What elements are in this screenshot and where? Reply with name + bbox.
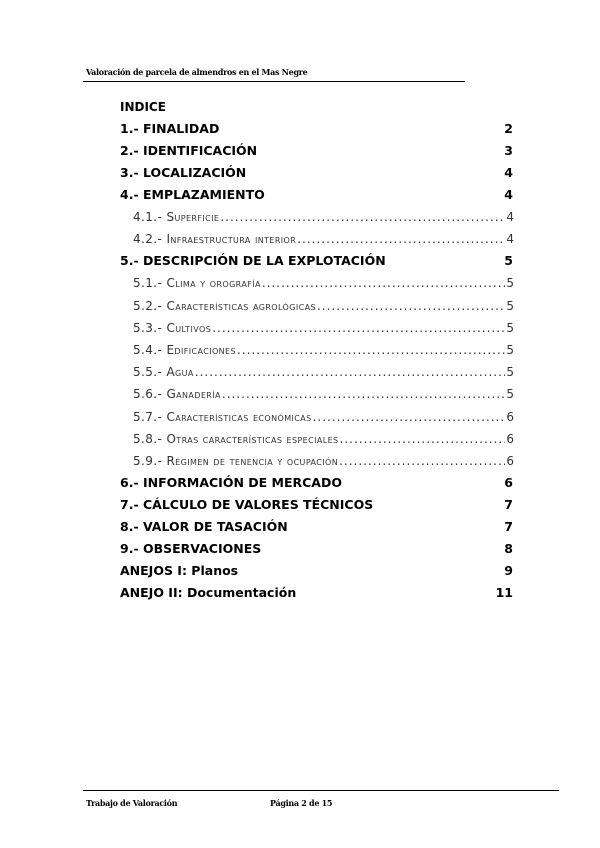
toc-entry-title: 5.- DESCRIPCIÓN DE LA EXPLOTACIÓN [120, 253, 386, 269]
toc-leader-dots [339, 450, 505, 472]
toc-subentry-cultivos[interactable] [120, 317, 514, 339]
toc-entry-page: 7 [504, 519, 513, 535]
toc-entry-mercado[interactable] [120, 472, 514, 494]
toc-leader-dots [340, 428, 506, 450]
toc-subentry-infraestructura[interactable] [120, 228, 514, 250]
toc-entry-page: 6 [506, 453, 514, 468]
toc-subentry-economicas[interactable] [120, 406, 514, 428]
toc-entry-page: 5 [506, 387, 514, 402]
toc-entry-page: 5 [504, 253, 513, 269]
footer-document-type: Trabajo de Valoración [86, 798, 178, 808]
toc-heading: INDICE [120, 100, 166, 114]
toc-entry-page: 6 [504, 475, 513, 491]
toc-entry-title: 5.4.- Edificaciones [133, 342, 236, 357]
toc-entry-page: 8 [504, 541, 513, 557]
toc-entry-page: 5 [506, 365, 514, 380]
toc-entry-page: 5 [506, 298, 514, 313]
toc-entry-page: 4 [506, 210, 514, 224]
toc-entry-finalidad[interactable] [120, 118, 514, 140]
footer-page-number: Página 2 de 15 [270, 798, 333, 808]
toc-leader-dots [222, 383, 505, 405]
toc-entry-title: 5.8.- Otras características especiales [133, 431, 339, 446]
toc-entry-title: 7.- CÁLCULO DE VALORES TÉCNICOS [120, 497, 374, 513]
toc-entry-title: 4.2.- Infraestructura interior [133, 232, 297, 247]
toc-entry-title: ANEJO II: Documentación [120, 585, 297, 601]
toc-entry-page: 9 [504, 563, 513, 579]
toc-subentry-agrologicas[interactable] [120, 295, 514, 317]
toc-entry-identificacion[interactable] [120, 140, 514, 162]
toc-leader-dots [195, 361, 506, 383]
toc-leader-dots [237, 339, 505, 361]
toc-entry-observaciones[interactable] [120, 538, 514, 560]
toc-entry-emplazamiento[interactable] [120, 184, 514, 206]
toc-entry-title: 5.7.- Características económicas [133, 409, 312, 424]
toc-entry-localizacion[interactable] [120, 162, 514, 184]
toc-entry-page: 6 [506, 431, 514, 446]
toc-entry-anejos-planos[interactable] [120, 560, 514, 582]
toc-entry-page: 4 [504, 165, 513, 180]
toc-entry-title: 5.9.- Régimen de tenencia y ocupación [133, 453, 339, 468]
toc-entry-tasacion[interactable] [120, 516, 514, 538]
toc-entry-title: 1.- FINALIDAD [120, 121, 220, 136]
toc-entry-page: 7 [504, 497, 513, 513]
toc-entry-anejo-documentacion[interactable] [120, 582, 514, 604]
toc-entry-descripcion[interactable] [120, 250, 514, 272]
toc-entry-title: 2.- IDENTIFICACIÓN [120, 143, 258, 158]
toc-entry-title: 5.5.- Agua [133, 365, 194, 380]
toc-entry-page: 2 [504, 121, 513, 136]
toc-entry-title: ANEJOS I: Planos [120, 563, 239, 579]
toc-entry-page: 5 [506, 320, 514, 335]
toc-entry-title: 8.- VALOR DE TASACIÓN [120, 519, 288, 535]
toc-leader-dots [262, 272, 506, 294]
toc-entry-page: 3 [504, 143, 513, 158]
header-rule [83, 81, 465, 82]
toc-subentry-clima[interactable] [120, 272, 514, 294]
toc-leader-dots [297, 228, 505, 250]
toc-entry-calculo[interactable] [120, 494, 514, 516]
toc-entry-title: 9.- OBSERVACIONES [120, 541, 262, 557]
toc-entry-title: 4.1.- Superficie [133, 210, 220, 224]
toc-entry-page: 5 [506, 276, 514, 291]
toc-entry-page: 6 [506, 409, 514, 424]
toc-entry-page: 5 [506, 342, 514, 357]
table-of-contents [120, 96, 514, 604]
toc-subentry-edificaciones[interactable] [120, 339, 514, 361]
toc-entry-title: 3.- LOCALIZACIÓN [120, 165, 247, 180]
toc-entry-title: 5.1.- Clima y orografía [133, 276, 261, 291]
toc-leader-dots [220, 206, 505, 228]
toc-leader-dots [317, 295, 505, 317]
toc-subentry-especiales[interactable] [120, 428, 514, 450]
toc-subentry-superficie[interactable] [120, 206, 514, 228]
footer-rule [83, 790, 559, 791]
toc-entry-page: 4 [506, 232, 514, 247]
toc-leader-dots [313, 406, 506, 428]
running-header: Valoración de parcela de almendros en el Mas Negre [86, 67, 308, 77]
toc-subentry-ganaderia[interactable] [120, 383, 514, 405]
toc-leader-dots [212, 317, 505, 339]
toc-entry-title: 6.- INFORMACIÓN DE MERCADO [120, 475, 342, 491]
toc-subentry-regimen[interactable] [120, 450, 514, 472]
toc-entry-title: 5.3.- Cultivos [133, 320, 212, 335]
toc-entry-title: 4.- EMPLAZAMIENTO [120, 187, 265, 202]
toc-entry-page: 11 [495, 585, 513, 601]
toc-entry-title: 5.2.- Características agrológicas [133, 298, 316, 313]
toc-subentry-agua[interactable] [120, 361, 514, 383]
toc-entry-page: 4 [504, 187, 513, 202]
toc-entry-title: 5.6.- Ganadería [133, 387, 221, 402]
